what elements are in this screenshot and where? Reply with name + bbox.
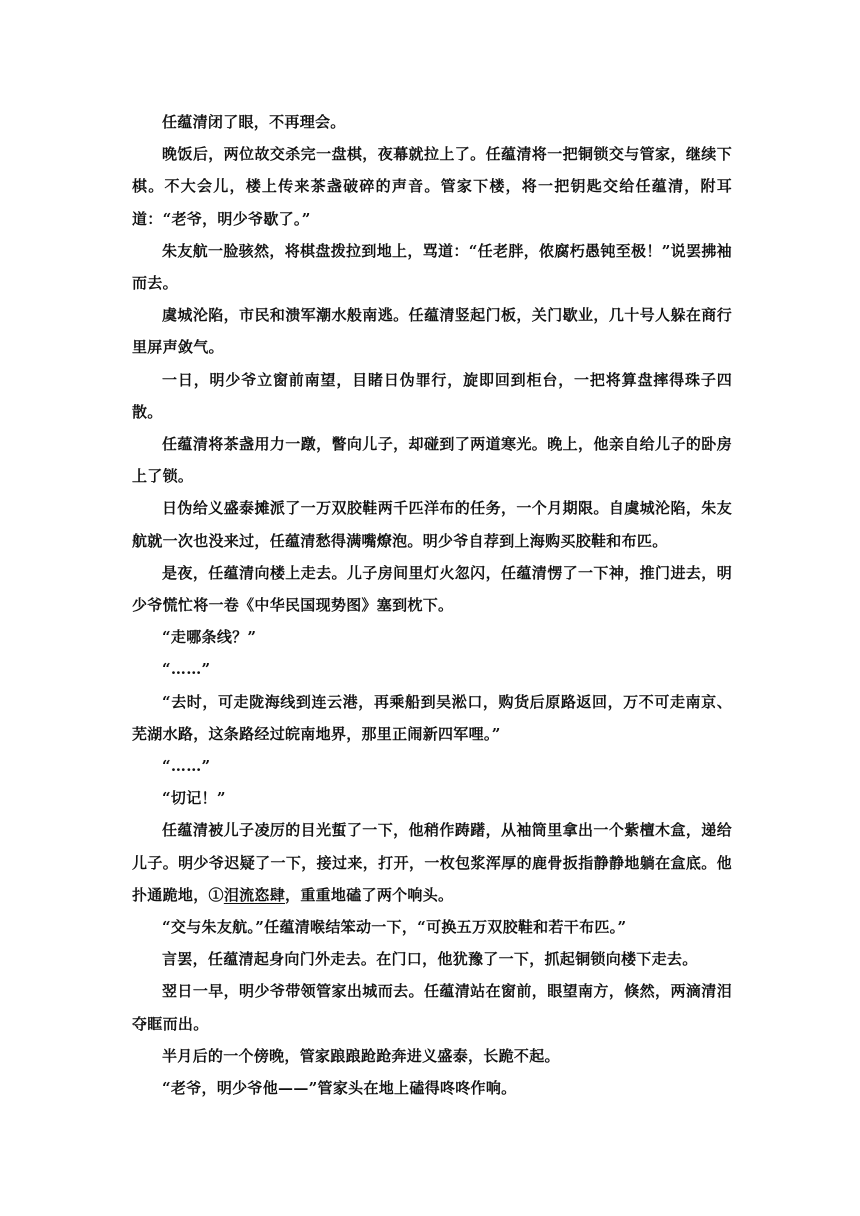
dialogue-which-route: “走哪条线？” (162, 628, 257, 647)
paragraph-17: 翌日一早，明少爷带领管家出城而去。任蕴清站在窗前，眼望南方，倏然，两滴清泪夺眶而出。 (132, 982, 732, 1033)
paragraph-5: 一日，明少爷立窗前南望，目睹日伪罪行，旋即回到柜台，一把将算盘摔得珠子四散。 (132, 370, 732, 421)
paragraph-7: 日伪给义盛泰摊派了一万双胶鞋两千匹洋布的任务，一个月期限。自虞城沦陷，朱友航就一次也没来过，任蕴清愁得满嘴燎泡。明少爷自荐到上海购买胶鞋和布匹。 (132, 499, 732, 550)
paragraph-4: 虞城沦陷，市民和溃军潮水般南逃。任蕴清竖起门板，关门歇业，几十号人躲在商行里屏声敛气。 (132, 306, 732, 357)
dialogue-silence-2: “……” (162, 757, 211, 776)
paragraph-2: 晚饭后，两位故交杀完一盘棋，夜幕就拉上了。任蕴清将一把铜锁交与管家，继续下棋。不大会儿，楼上传来茶盏破碎的声音。管家下楼，将一把钥匙交给任蕴清，附耳道：“老爷，明少爷歇了。” (132, 145, 732, 228)
paragraph-19: “老爷，明少爷他——”管家头在地上磕得咚咚作响。 (162, 1079, 517, 1098)
paragraph-8: 是夜，任蕴清向楼上走去。儿子房间里灯火忽闪，任蕴清愣了一下神，推门进去，明少爷慌忙将一卷《中华民国现势图》塞到枕下。 (132, 563, 732, 615)
dialogue-remember: “切记！” (162, 789, 226, 808)
paragraph-16: 言罢，任蕴清起身向门外走去。在门口，他犹豫了一下，抓起铜锁向楼下走去。 (162, 950, 698, 969)
paragraph-15: “交与朱友航。”任蕴清喉结笨动一下，“可换五万双胶鞋和若干布匹。” (162, 918, 627, 937)
dialogue-silence-1: “……” (162, 660, 211, 679)
paragraph-18: 半月后的一个傍晚，管家踉踉跄跄奔进义盛泰，长跪不起。 (162, 1046, 560, 1065)
paragraph-3: 朱友航一脸骇然，将棋盘拨拉到地上，骂道：“任老胖，侬腐朽愚钝至极！”说罢拂袖而去。 (132, 241, 732, 293)
story-text (132, 106, 732, 1104)
paragraph-6: 任蕴清将茶盏用力一蹾，瞥向儿子，却碰到了两道寒光。晚上，他亲自给儿子的卧房上了锁。 (132, 435, 732, 486)
paragraph-1: 任蕴清闭了眼，不再理会。 (162, 113, 346, 131)
underlined-phrase: 泪流恣肆 (223, 885, 286, 904)
paragraph-14: 任蕴清被儿子凌厉的目光蜇了一下，他稍作踌躇，从袖筒里拿出一个紫檀木盒，递给儿子。明少爷迟疑了一下，接过来，打开，一枚包浆浑厚的鹿骨扳指静静地躺在盒底。他扑通跪地，①泪流恣肆，重重地磕了两个响头。 (132, 821, 732, 904)
dialogue-route-instructions: “去时，可走陇海线到连云港，再乘船到吴淞口，购货后原路返回，万不可走南京、芜湖水路，这条路经过皖南地界，那里正闹新四军哩。” (132, 692, 732, 743)
